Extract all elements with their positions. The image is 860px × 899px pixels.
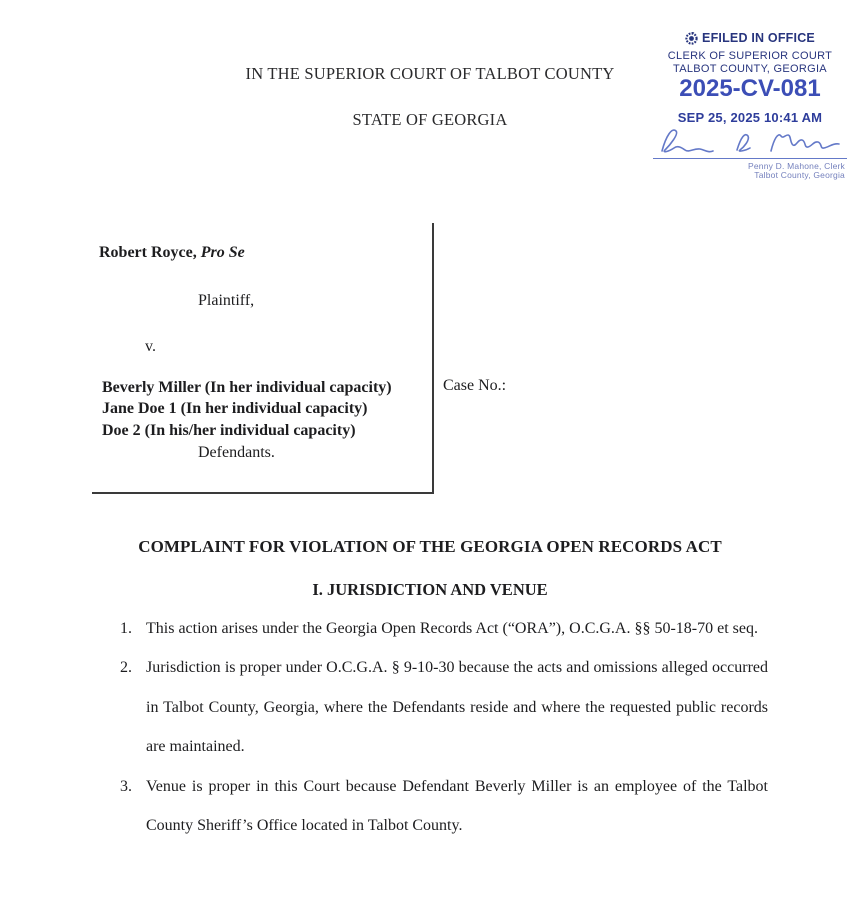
paragraph-text: This action arises under the Georgia Open Records Act (“ORA”), O.C.G.A. §§ 50-18-70 et seq. xyxy=(146,620,758,637)
court-state-heading: STATE OF GEORGIA xyxy=(352,110,508,129)
efiled-label: EFILED IN OFFICE xyxy=(702,31,815,45)
paragraph-2 xyxy=(120,648,768,766)
stamp-clerk-name: Penny D. Mahone, Clerk xyxy=(748,161,845,171)
paragraph-number: 2. xyxy=(120,659,132,677)
stamp-case-number: 2025-CV-081 xyxy=(679,75,821,102)
paragraph-1 xyxy=(120,609,768,648)
court-name-heading: IN THE SUPERIOR COURT OF TALBOT COUNTY xyxy=(245,64,615,83)
clerk-signature-icon xyxy=(655,124,845,158)
signature-rule xyxy=(653,158,847,159)
paragraph-text: Jurisdiction is proper under O.C.G.A. § 9-10-30 because the acts and omissions alleged occurred in Talbot County, Georgia, where the Defendants reside and where the requested public records are maintained. xyxy=(146,659,768,756)
efiled-in-office-line xyxy=(653,31,847,45)
case-number-label: Case No.: xyxy=(443,377,507,394)
paragraph-number: 3. xyxy=(120,777,132,795)
defendant-line: Beverly Miller (In her individual capacity) xyxy=(102,379,392,396)
plaintiff-name: Robert Royce, xyxy=(99,244,197,261)
stamp-county-line: TALBOT COUNTY, GEORGIA xyxy=(673,63,827,75)
section-heading-jurisdiction: I. JURISDICTION AND VENUE xyxy=(312,580,548,599)
paragraph-text: Venue is proper in this Court because Defendant Beverly Miller is an employee of the Talbot County Sheriff’s Office located in Talbot County. xyxy=(146,777,768,835)
case-caption-block xyxy=(92,223,434,494)
stamp-filed-datetime: SEP 25, 2025 10:41 AM xyxy=(677,110,823,125)
defendants-role-label: Defendants. xyxy=(198,444,275,461)
document-title: COMPLAINT FOR VIOLATION OF THE GEORGIA OPEN RECORDS ACT xyxy=(138,537,722,556)
clerk-seal-icon xyxy=(685,32,698,45)
plaintiff-role-label: Plaintiff, xyxy=(198,292,255,309)
pro-se-designation: Pro Se xyxy=(200,244,245,261)
defendant-line: Doe 2 (In his/her individual capacity) xyxy=(102,421,356,439)
stamp-clerk-office-line: CLERK OF SUPERIOR COURT xyxy=(667,50,833,62)
paragraph-number: 1. xyxy=(120,620,132,637)
paragraph-3 xyxy=(120,767,768,846)
stamp-clerk-county: Talbot County, Georgia xyxy=(754,170,845,180)
defendant-line: Jane Doe 1 (In her individual capacity) xyxy=(102,400,368,418)
versus-label: v. xyxy=(145,338,156,355)
plaintiff-name-line xyxy=(99,244,245,262)
paragraph-list xyxy=(120,609,768,845)
defendant-list xyxy=(102,377,392,441)
